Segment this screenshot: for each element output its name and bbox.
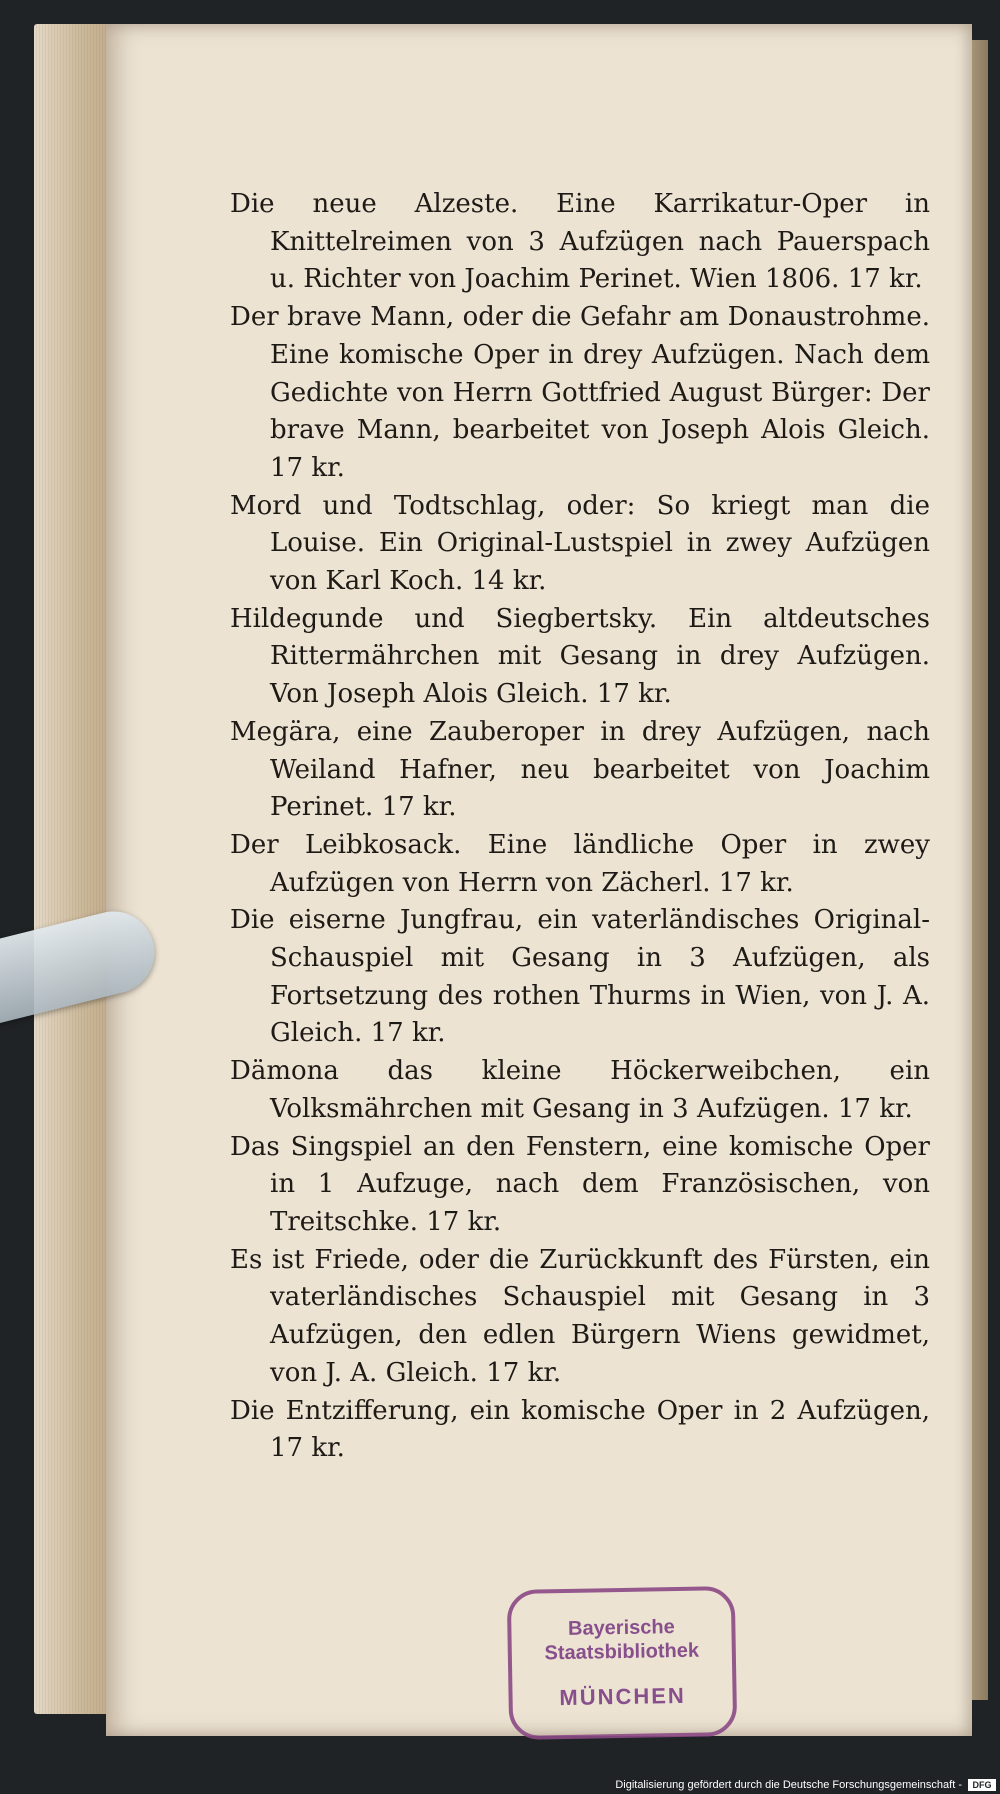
dfg-logo-icon: DFG — [968, 1779, 996, 1791]
library-stamp — [507, 1586, 738, 1740]
stamp-line-2: Staatsbibliothek — [544, 1639, 700, 1665]
stamp-line-1: Bayerische — [567, 1616, 675, 1640]
catalog-entry: Der brave Mann, oder die Gefahr am Donaustrohme. Eine komische Oper in drey Aufzügen. Nach dem Gedichte von Herrn Gottfried August Bürger: Der brave Mann, bearbeitet von Joseph Alois Gleich. 17 kr. — [230, 302, 930, 483]
digitization-credit — [600, 1776, 1000, 1794]
catalog-entry: Es ist Friede, oder die Zurückkunft des Fürsten, ein vaterländisches Schauspiel mit Gesang in 3 Aufzügen, den edlen Bürgern Wiens gewidmet, von J. A. Gleich. 17 kr. — [230, 1244, 930, 1388]
catalog-entry: Die neue Alzeste. Eine Karrikatur-Oper in Knittelreimen von 3 Aufzügen nach Pauerspach u. Richter von Joachim Perinet. Wien 1806. 17 kr. — [230, 189, 930, 295]
credit-text: Digitalisierung gefördert durch die Deutsche Forschungsgemeinschaft - — [615, 1779, 962, 1791]
catalog-entry: Dämona das kleine Höckerweibchen, ein Volksmährchen mit Gesang in 3 Aufzügen. 17 kr. — [230, 1056, 930, 1124]
catalog-entry: Mord und Todtschlag, oder: So kriegt man die Louise. Ein Original-Lustspiel in zwey Aufzügen von Karl Koch. 14 kr. — [230, 490, 930, 597]
catalog-entry: Hildegunde und Siegbertsky. Ein altdeutsches Rittermährchen mit Gesang in drey Aufzügen. Von Joseph Alois Gleich. 17 kr. — [230, 603, 930, 710]
clip-body — [0, 903, 163, 1026]
catalog-entry: Die Entzifferung, ein komische Oper in 2 Aufzügen, 17 kr. — [230, 1395, 930, 1464]
catalog-entry: Das Singspiel an den Fenstern, eine komische Oper in 1 Aufzuge, nach dem Französischen, von Treitschke. 17 kr. — [230, 1131, 930, 1237]
stamp-line-3: MÜNCHEN — [559, 1682, 687, 1711]
catalog-entry: Die eiserne Jungfrau, ein vaterländisches Original-Schauspiel mit Gesang in 3 Aufzügen, als Fortsetzung des rothen Thurms in Wien, von J. A. Gleich. 17 kr. — [230, 905, 930, 1049]
page-stack-edges — [34, 24, 116, 1714]
page-text — [230, 186, 930, 1468]
catalog-entry: Megära, eine Zauberoper in drey Aufzügen, nach Weiland Hafner, neu bearbeitet von Joachim Perinet. 17 kr. — [230, 716, 930, 823]
catalog-entry: Der Leibkosack. Eine ländliche Oper in zwey Aufzügen von Herrn von Zächerl. 17 kr. — [230, 829, 930, 898]
